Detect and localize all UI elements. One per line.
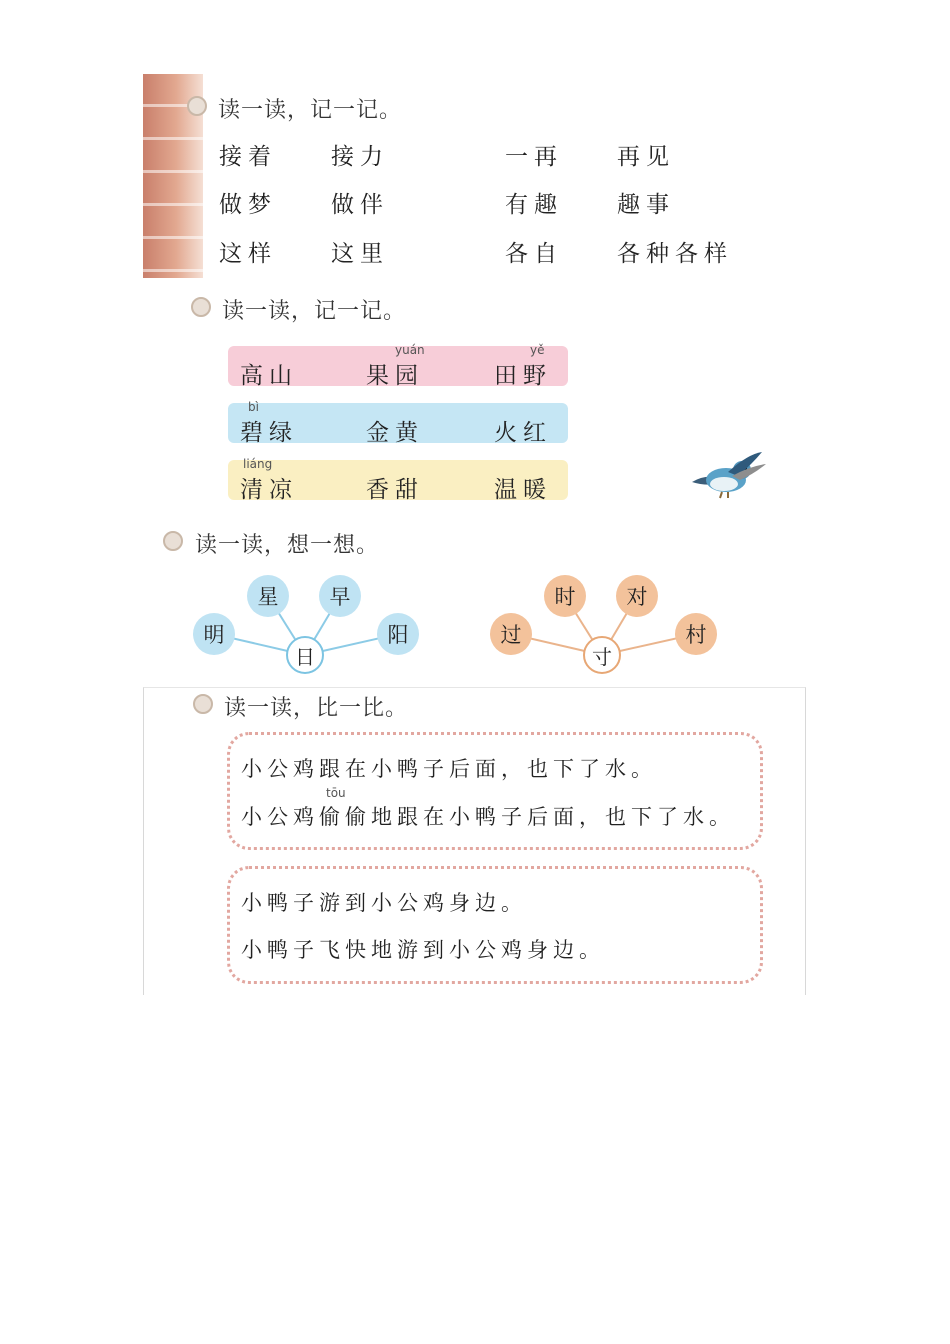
word: 各种各样 xyxy=(617,241,733,267)
word: 这里 xyxy=(331,241,389,267)
character-circle: 过 xyxy=(490,613,532,655)
character-circle: 时 xyxy=(544,575,586,617)
word: 这样 xyxy=(219,241,277,267)
pinyin-annotation: tōu xyxy=(326,786,346,800)
word: 香甜 xyxy=(366,477,424,503)
word: 温暖 xyxy=(494,477,552,503)
section-4-heading: 读一读，比一比。 xyxy=(224,696,409,721)
section-2-heading: 读一读，记一记。 xyxy=(222,299,407,324)
word: 田野 xyxy=(494,363,552,389)
sentence: 小公鸡跟在小鸭子后面，也下了水。 xyxy=(241,757,657,781)
word: 做伴 xyxy=(331,192,389,218)
character-circle: 星 xyxy=(247,575,289,617)
center-character-circle: 日 xyxy=(286,636,324,674)
word: 各自 xyxy=(505,241,563,267)
word: 果园 xyxy=(366,363,424,389)
sentence-compare-box xyxy=(227,866,763,984)
word: 金黄 xyxy=(366,420,424,446)
pinyin-annotation: bì xyxy=(248,400,259,414)
character-circle: 明 xyxy=(193,613,235,655)
character-circle: 阳 xyxy=(377,613,419,655)
word: 一再 xyxy=(505,144,563,170)
word: 有趣 xyxy=(505,192,563,218)
word: 再见 xyxy=(617,144,675,170)
word: 做梦 xyxy=(219,192,277,218)
sentence: 小公鸡偷偷地跟在小鸭子后面，也下了水。 xyxy=(241,805,735,829)
word: 接力 xyxy=(331,144,389,170)
section-1-heading: 读一读，记一记。 xyxy=(218,98,403,123)
pinyin-annotation: liáng xyxy=(243,457,273,471)
pinyin-annotation: yě xyxy=(530,343,545,357)
word: 趣事 xyxy=(617,192,675,218)
section-number-icon xyxy=(193,694,213,714)
character-circle: 村 xyxy=(675,613,717,655)
word: 高山 xyxy=(240,363,298,389)
center-character-circle: 寸 xyxy=(583,636,621,674)
sentence-compare-box xyxy=(227,732,763,850)
word: 清凉 xyxy=(240,477,298,503)
section-3-heading: 读一读，想一想。 xyxy=(195,533,380,558)
word: 碧绿 xyxy=(240,420,298,446)
sentence: 小鸭子飞快地游到小公鸡身边。 xyxy=(241,938,605,962)
character-circle: 对 xyxy=(616,575,658,617)
word: 接着 xyxy=(219,144,277,170)
pinyin-annotation: yuán xyxy=(395,343,425,357)
character-circle: 早 xyxy=(319,575,361,617)
sentence: 小鸭子游到小公鸡身边。 xyxy=(241,891,527,915)
word: 火红 xyxy=(494,420,552,446)
